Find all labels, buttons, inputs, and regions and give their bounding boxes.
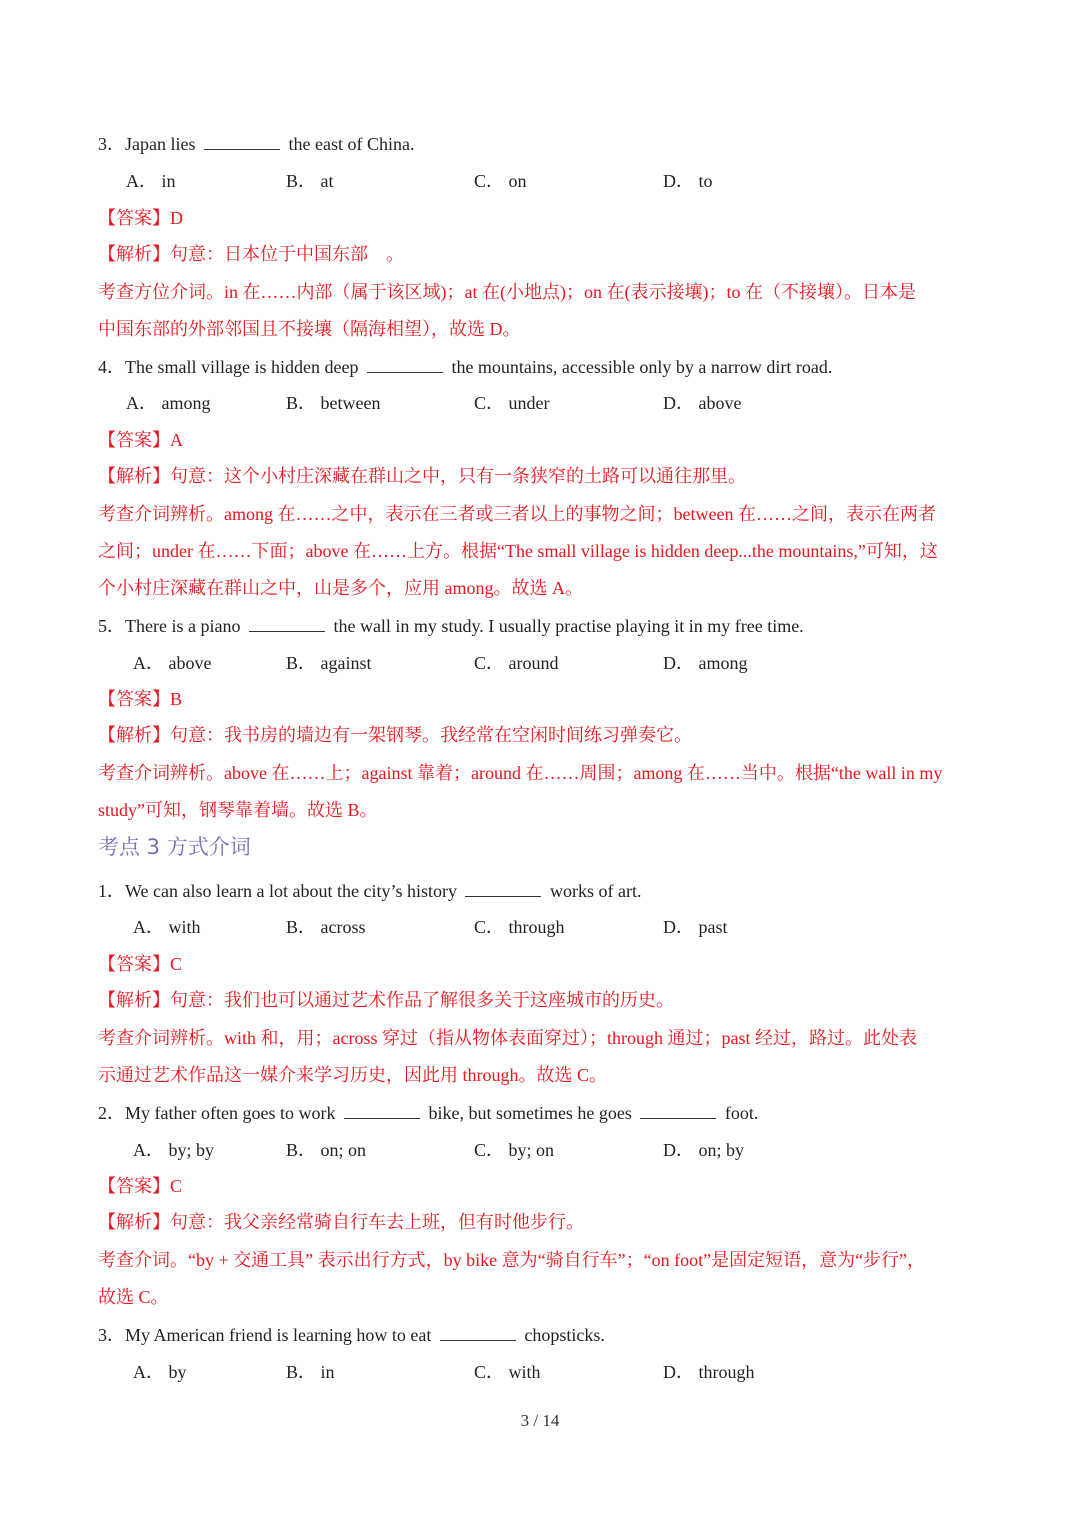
explanation-line: 【解析】句意：我书房的墙边有一架钢琴。我经常在空闲时间练习弹奏它。: [98, 725, 692, 745]
answer-blank: [344, 1102, 420, 1119]
option-a: A． in: [126, 171, 176, 191]
option-b: B． in: [286, 1362, 335, 1382]
answer-line: 【答案】D: [98, 208, 183, 228]
answer-blank: [640, 1102, 716, 1119]
question-number: 1．: [98, 881, 125, 901]
option-d: D． to: [663, 171, 713, 191]
option-a: A． above: [133, 653, 212, 673]
question-text: chopsticks.: [519, 1325, 605, 1345]
option-d: D． on; by: [663, 1140, 744, 1160]
options-row: [0, 391, 1080, 415]
question-text: foot.: [720, 1103, 759, 1123]
question-number: 3．: [98, 1325, 125, 1345]
option-b: B． on; on: [286, 1140, 367, 1160]
question-text: My father often goes to work: [125, 1103, 340, 1123]
question-text: We can also learn a lot about the city’s history: [125, 881, 462, 901]
answer-blank: [465, 880, 541, 897]
question-text: There is a piano: [125, 616, 245, 636]
question-text: The small village is hidden deep: [125, 357, 363, 377]
question-text: the wall in my study. I usually practise playing it in my free time.: [328, 616, 804, 636]
question-text: bike, but sometimes he goes: [423, 1103, 637, 1123]
question-number: 3．: [98, 134, 125, 154]
option-a: A． by; by: [133, 1140, 214, 1160]
option-c: C． with: [474, 1362, 541, 1382]
question-text: My American friend is learning how to eat: [125, 1325, 436, 1345]
question-text: the east of China.: [283, 134, 415, 154]
option-c: C． on: [474, 171, 527, 191]
option-a: A． by: [133, 1362, 187, 1382]
section-heading: 考点 3 方式介词: [98, 835, 251, 859]
question-1: [98, 879, 988, 903]
page-number: 3 / 14: [520, 1411, 560, 1430]
option-b: B． at: [286, 171, 334, 191]
question-text: works of art.: [545, 881, 642, 901]
options-row: [0, 651, 1080, 675]
answer-blank: [440, 1324, 516, 1341]
option-c: C． under: [474, 393, 550, 413]
option-b: B． across: [286, 917, 366, 937]
answer-line: 【答案】C: [98, 1176, 183, 1196]
question-2: [98, 1101, 988, 1125]
question-3: [98, 132, 988, 156]
question-number: 5．: [98, 616, 125, 636]
options-row: [0, 1138, 1080, 1162]
question-number: 2．: [98, 1103, 125, 1123]
option-a: A． among: [126, 393, 211, 413]
option-d: D． past: [663, 917, 728, 937]
answer-line: 【答案】C: [98, 954, 183, 974]
option-c: C． by; on: [474, 1140, 555, 1160]
explanation-line: 个小村庄深藏在群山之中，山是多个，应用 among。故选 A。: [98, 578, 583, 598]
options-row: [0, 1360, 1080, 1384]
option-c: C． through: [474, 917, 565, 937]
explanation-line: 【解析】句意：我父亲经常骑自行车去上班，但有时他步行。: [98, 1212, 584, 1232]
answer-line: 【答案】B: [98, 689, 183, 709]
option-b: B． against: [286, 653, 372, 673]
explanation-line: 示通过艺术作品这一媒介来学习历史，因此用 through。故选 C。: [98, 1065, 607, 1085]
question-text: the mountains, accessible only by a narrow dirt road.: [446, 357, 833, 377]
explanation-line: 考查介词辨析。with 和，用；across 穿过（指从物体表面穿过）；through 通过；past 经过，路过。此处表: [98, 1028, 917, 1048]
options-row: [0, 915, 1080, 939]
option-c: C． around: [474, 653, 559, 673]
answer-line: 【答案】A: [98, 430, 183, 450]
explanation-line: study”可知，钢琴靠着墙。故选 B。: [98, 800, 378, 820]
option-d: D． through: [663, 1362, 755, 1382]
question-3-section: [98, 1323, 988, 1347]
answer-blank: [249, 615, 325, 632]
option-d: D． among: [663, 653, 748, 673]
question-number: 4．: [98, 357, 125, 377]
option-a: A． with: [133, 917, 201, 937]
option-b: B． between: [286, 393, 381, 413]
option-d: D． above: [663, 393, 742, 413]
options-row: [0, 169, 1080, 193]
answer-blank: [204, 133, 280, 150]
answer-blank: [367, 356, 443, 373]
question-4: [98, 355, 988, 379]
question-text: Japan lies: [125, 134, 200, 154]
explanation-line: 考查介词。“by + 交通工具” 表示出行方式，by bike 意为“骑自行车”；“on foot”是固定短语，意为“步行”，: [98, 1250, 926, 1270]
explanation-line: 考查方位介词。in 在……内部（属于该区域)；at 在(小地点)；on 在(表示接壤)；to 在（不接壤）。日本是: [98, 282, 916, 302]
explanation-line: 中国东部的外部邻国且不接壤（隔海相望），故选 D。: [98, 319, 521, 339]
explanation-line: 考查介词辨析。above 在……上；against 靠着；around 在……周围；among 在……当中。根据“the wall in my: [98, 763, 943, 783]
question-5: [98, 614, 988, 638]
explanation-line: 考查介词辨析。among 在……之中，表示在三者或三者以上的事物之间；between 在……之间，表示在两者: [98, 504, 936, 524]
explanation-line: 故选 C。: [98, 1287, 169, 1307]
explanation-line: 【解析】句意：这个小村庄深藏在群山之中，只有一条狭窄的土路可以通往那里。: [98, 466, 746, 486]
explanation-line: 之间；under 在……下面；above 在……上方。根据“The small village is hidden deep...the mountains,”可知，这: [98, 541, 938, 561]
explanation-line: 【解析】句意：我们也可以通过艺术作品了解很多关于这座城市的历史。: [98, 990, 674, 1010]
explanation-line: 【解析】句意：日本位于中国东部 。: [98, 244, 404, 264]
